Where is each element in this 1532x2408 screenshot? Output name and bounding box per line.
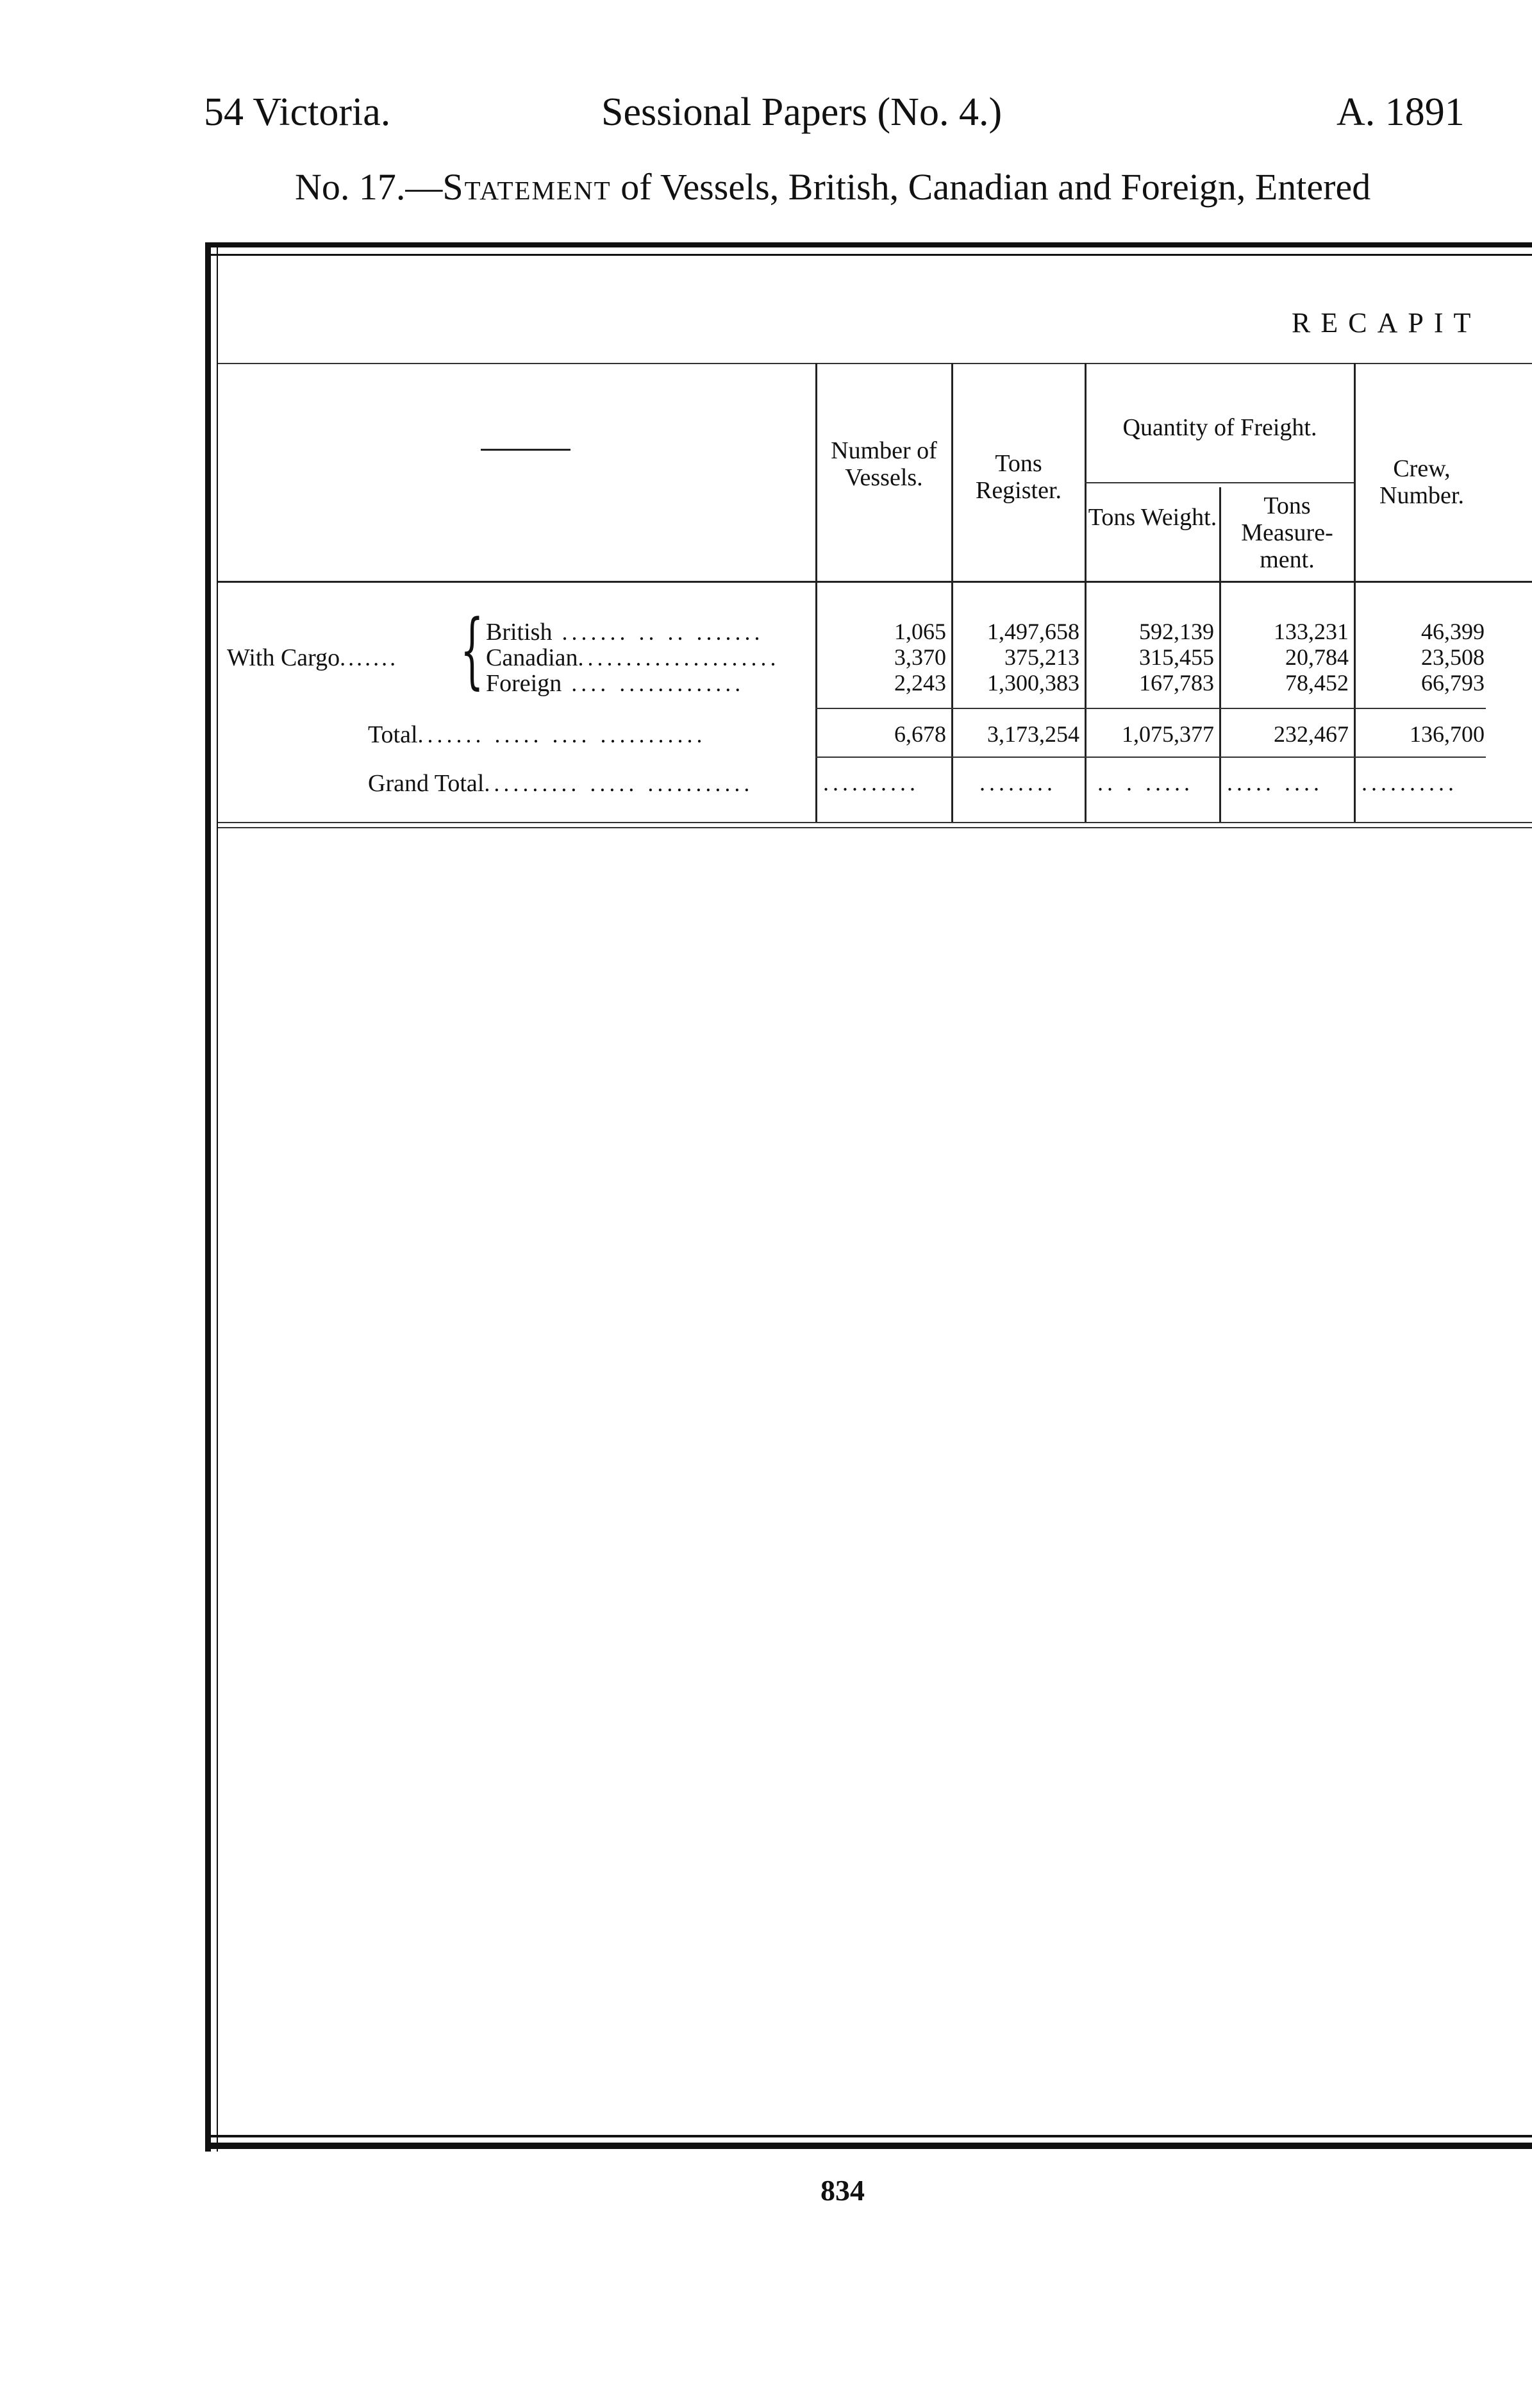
grand-total-vessels-leader: .......... bbox=[823, 770, 919, 796]
canadian-weight: 315,455 bbox=[1139, 644, 1214, 670]
row-label-grand-total: Grand Total.......... ..... ........... bbox=[368, 770, 754, 797]
header-tons-measurement: Tons Measure- ment. bbox=[1241, 492, 1333, 573]
total-vessels: 6,678 bbox=[894, 721, 946, 747]
col-divider-2 bbox=[951, 363, 953, 822]
row-label-total: Total....... ..... .... ........... bbox=[368, 721, 706, 748]
row-label-canadian: Canadian..................... bbox=[486, 644, 780, 671]
grand-total-crew-leader: .......... bbox=[1361, 770, 1458, 796]
row-label-foreign: Foreign .... ............. bbox=[486, 670, 745, 697]
col-divider-4 bbox=[1219, 487, 1221, 822]
table-title bbox=[295, 165, 1370, 208]
british-weight: 592,139 bbox=[1139, 619, 1214, 644]
frame-top-rule bbox=[205, 242, 1532, 247]
freight-subheader-rule bbox=[1085, 482, 1354, 483]
frame-top-rule-inner bbox=[205, 254, 1532, 256]
header-tons-register: Tons Register. bbox=[975, 450, 1062, 504]
row-group-brace: { bbox=[460, 603, 484, 698]
header-crew-number: Crew, Number. bbox=[1379, 455, 1464, 509]
total-rule-top bbox=[815, 708, 1486, 709]
foreign-vessels: 2,243 bbox=[894, 670, 946, 696]
british-measurement: 133,231 bbox=[1274, 619, 1349, 644]
header-tons-weight: Tons Weight. bbox=[1088, 504, 1217, 531]
british-crew: 46,399 bbox=[1421, 619, 1485, 644]
page-number: 834 bbox=[820, 2174, 865, 2207]
header-volume: 54 Victoria. bbox=[204, 90, 391, 134]
header-series: Sessional Papers (No. 4.) bbox=[601, 90, 1003, 134]
table-bottom-rule bbox=[218, 822, 1532, 823]
total-weight: 1,075,377 bbox=[1122, 721, 1214, 747]
foreign-register: 1,300,383 bbox=[987, 670, 1079, 696]
header-year: A. 1891 bbox=[1336, 90, 1465, 134]
header-number-of-vessels: Number of Vessels. bbox=[831, 437, 937, 491]
total-measurement: 232,467 bbox=[1274, 721, 1349, 747]
stub-header-dash bbox=[481, 449, 570, 451]
canadian-vessels: 3,370 bbox=[894, 644, 946, 670]
total-register: 3,173,254 bbox=[987, 721, 1079, 747]
title-rest: of Vessels, British, Canadian and Foreign, Entered bbox=[611, 166, 1371, 208]
frame-left-rule bbox=[205, 242, 211, 2152]
frame-bottom-rule bbox=[205, 2143, 1532, 2149]
col-divider-3 bbox=[1085, 363, 1087, 822]
foreign-crew: 66,793 bbox=[1421, 670, 1485, 696]
british-register: 1,497,658 bbox=[987, 619, 1079, 644]
header-bottom-rule bbox=[218, 581, 1532, 583]
frame-bottom-rule-inner bbox=[205, 2135, 1532, 2137]
foreign-weight: 167,783 bbox=[1139, 670, 1214, 696]
title-prefix: No. 17.— bbox=[295, 166, 443, 208]
row-label-british: British ....... .. .. ....... bbox=[486, 619, 764, 646]
section-title: RECAPIT bbox=[1292, 307, 1481, 339]
canadian-measurement: 20,784 bbox=[1285, 644, 1349, 670]
british-vessels: 1,065 bbox=[894, 619, 946, 644]
frame-left-rule-inner bbox=[217, 242, 218, 2152]
table-bottom-rule-2 bbox=[218, 827, 1532, 828]
canadian-register: 375,213 bbox=[1004, 644, 1079, 670]
section-title-rule bbox=[218, 363, 1532, 364]
foreign-measurement: 78,452 bbox=[1285, 670, 1349, 696]
total-crew: 136,700 bbox=[1410, 721, 1485, 747]
col-divider-1 bbox=[815, 363, 817, 822]
col-divider-5 bbox=[1354, 363, 1356, 822]
canadian-crew: 23,508 bbox=[1421, 644, 1485, 670]
header-quantity-of-freight: Quantity of Freight. bbox=[1122, 414, 1317, 441]
total-rule-bottom bbox=[815, 757, 1486, 758]
grand-total-weight-leader: .. . ..... bbox=[1097, 770, 1194, 796]
grand-total-measurement-leader: ..... .... bbox=[1227, 770, 1323, 796]
title-statement: Statement bbox=[442, 166, 612, 208]
group-label-with-cargo: With Cargo....... bbox=[227, 644, 399, 671]
grand-total-register-leader: ........ bbox=[979, 770, 1056, 796]
